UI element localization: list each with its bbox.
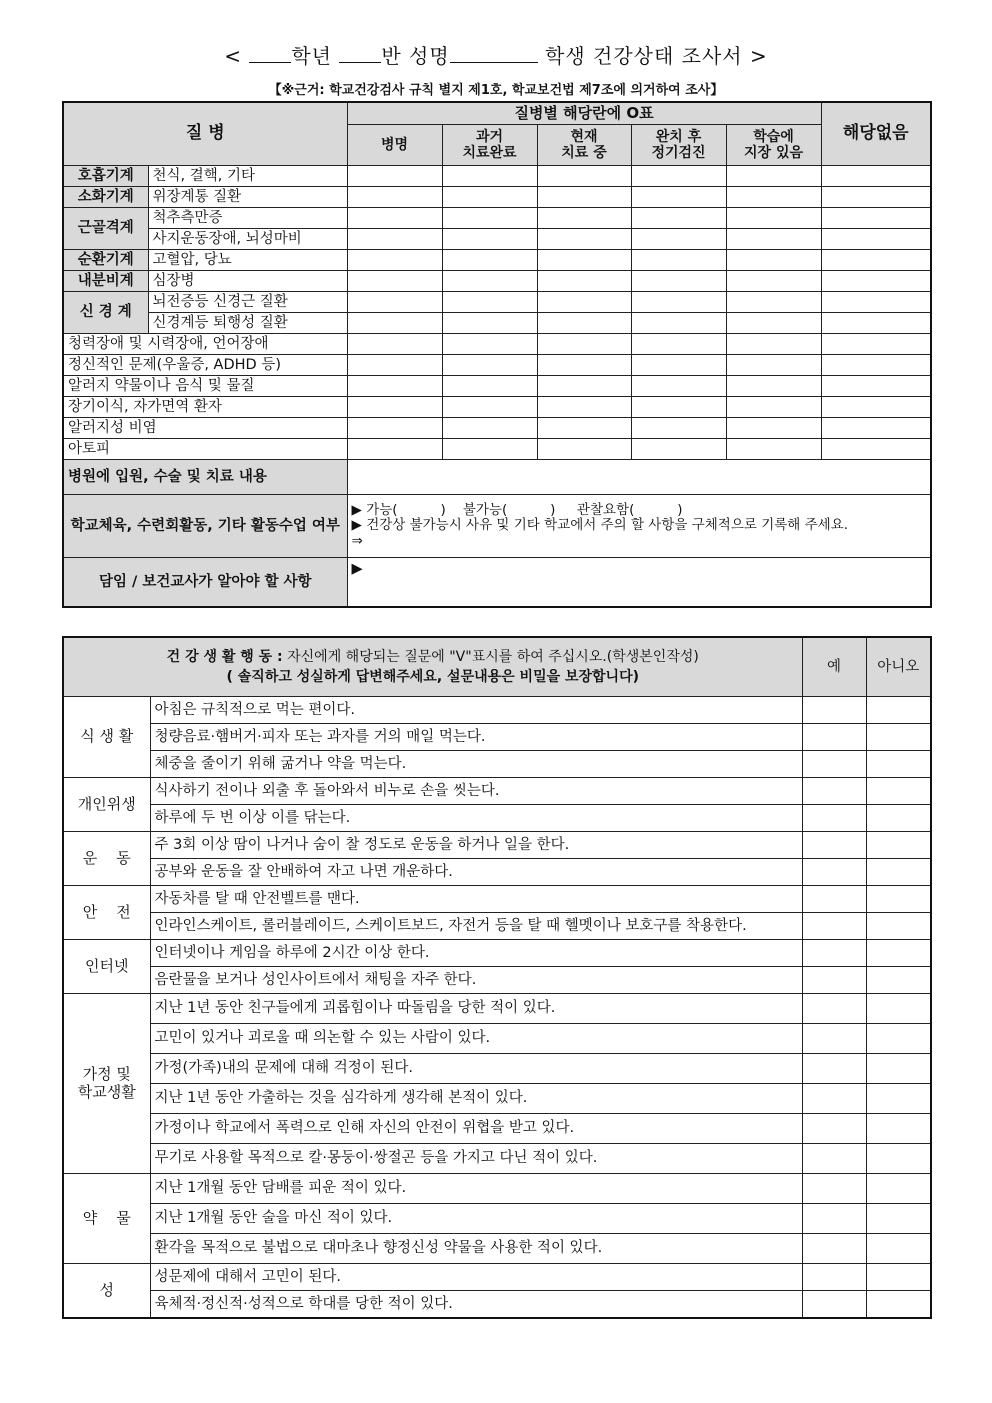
behavior-row <box>63 1024 931 1054</box>
behavior-header-note: ( 솔직하고 성실하게 답변해주세요, 설문내용은 비밀을 보장합니다) <box>226 669 640 685</box>
disease-check-cell[interactable] <box>631 271 726 292</box>
no-check-cell[interactable] <box>866 1204 931 1234</box>
disease-check-cell[interactable] <box>726 376 821 397</box>
disease-check-cell[interactable] <box>537 271 631 292</box>
yes-check-cell[interactable] <box>802 940 866 967</box>
title-text: 학생 건강상태 조사서 <box>545 44 743 68</box>
disease-item: 사지운동장애, 뇌성마비 <box>148 229 347 250</box>
none-check-cell[interactable] <box>821 271 931 292</box>
disease-row <box>63 418 931 439</box>
none-check-cell[interactable] <box>821 334 931 355</box>
disease-item: 위장계통 질환 <box>148 187 347 208</box>
disease-check-cell[interactable] <box>442 355 537 376</box>
behavior-question: 고민이 있거나 괴로울 때 의논할 수 있는 사람이 있다. <box>150 1024 802 1054</box>
behavior-question: 무기로 사용할 목적으로 칼·몽둥이·쌍절곤 등을 가지고 다닌 적이 있다. <box>150 1144 802 1174</box>
pe-instruction: ▶ 건강상 불가능시 사유 및 기타 학교에서 주의 할 사항을 구체적으로 기록해 주세요. <box>351 517 849 534</box>
yes-check-cell[interactable] <box>802 1084 866 1114</box>
none-check-cell[interactable] <box>821 292 931 313</box>
grade-field[interactable] <box>249 44 291 63</box>
behavior-question: 가정(가족)내의 문제에 대해 걱정이 된다. <box>150 1054 802 1084</box>
disease-row <box>63 166 931 187</box>
disease-row <box>63 334 931 355</box>
behavior-header <box>63 637 802 697</box>
disease-check-cell[interactable] <box>442 271 537 292</box>
behavior-row <box>63 1114 931 1144</box>
behavior-question: 지난 1개월 동안 담배를 피운 적이 있다. <box>150 1174 802 1204</box>
disease-check-cell[interactable] <box>347 250 442 271</box>
behavior-row <box>63 1264 931 1291</box>
behavior-row <box>63 751 931 778</box>
disease-check-cell[interactable] <box>347 397 442 418</box>
disease-check-cell[interactable] <box>442 418 537 439</box>
disease-check-cell[interactable] <box>442 397 537 418</box>
no-check-cell[interactable] <box>866 967 931 994</box>
behavior-row <box>63 1054 931 1084</box>
disease-row <box>63 439 931 460</box>
no-check-cell[interactable] <box>866 724 931 751</box>
no-check-cell[interactable] <box>866 832 931 859</box>
disease-check-cell[interactable] <box>726 418 821 439</box>
col-none-header: 해당없음 <box>821 102 931 166</box>
disease-check-cell[interactable] <box>537 292 631 313</box>
behavior-category: 약 물 <box>63 1174 150 1264</box>
none-check-cell[interactable] <box>821 376 931 397</box>
yes-check-cell[interactable] <box>802 1174 866 1204</box>
disease-check-cell[interactable] <box>347 187 442 208</box>
disease-check-cell[interactable] <box>631 250 726 271</box>
disease-check-cell[interactable] <box>537 166 631 187</box>
disease-check-cell[interactable] <box>347 166 442 187</box>
disease-check-cell[interactable] <box>537 439 631 460</box>
disease-category: 내분비계 <box>63 271 148 292</box>
disease-item: 천식, 결핵, 기타 <box>148 166 347 187</box>
disease-item: 척추측만증 <box>148 208 347 229</box>
col-yes-header: 예 <box>802 637 866 697</box>
none-check-cell[interactable] <box>821 313 931 334</box>
disease-item: 알러지 약물이나 음식 및 물질 <box>63 376 347 397</box>
basis-note: 【※근거: 학교건강검사 규칙 별지 제1호, 학교보건법 제7조에 의거하여 조사】 <box>268 83 724 98</box>
disease-check-cell[interactable] <box>442 187 537 208</box>
disease-check-cell[interactable] <box>347 229 442 250</box>
no-check-cell[interactable] <box>866 859 931 886</box>
disease-table <box>62 101 932 608</box>
disease-check-cell[interactable] <box>347 208 442 229</box>
behavior-question: 육체적·정신적·성적으로 학대를 당한 적이 있다. <box>150 1291 802 1319</box>
subcol-header: 학습에 지장 있음 <box>726 125 821 166</box>
behavior-category: 성 <box>63 1264 150 1319</box>
page-title <box>0 40 992 69</box>
disease-check-cell[interactable] <box>537 397 631 418</box>
behavior-question: 하루에 두 번 이상 이를 닦는다. <box>150 805 802 832</box>
class-field[interactable] <box>339 44 381 63</box>
behavior-question: 체중을 줄이기 위해 굶거나 약을 먹는다. <box>150 751 802 778</box>
yes-check-cell[interactable] <box>802 1054 866 1084</box>
none-check-cell[interactable] <box>821 208 931 229</box>
behavior-category: 인터넷 <box>63 940 150 994</box>
behavior-category: 운 동 <box>63 832 150 886</box>
hospital-label: 병원에 입원, 수술 및 치료 내용 <box>63 460 347 495</box>
disease-row <box>63 187 931 208</box>
disease-check-cell[interactable] <box>726 292 821 313</box>
class-label: 반 <box>381 44 402 68</box>
behavior-question: 인터넷이나 게임을 하루에 2시간 이상 한다. <box>150 940 802 967</box>
yes-check-cell[interactable] <box>802 859 866 886</box>
behavior-category: 가정 및 학교생활 <box>63 994 150 1174</box>
disease-check-cell[interactable] <box>537 250 631 271</box>
no-check-cell[interactable] <box>866 1084 931 1114</box>
subcol-header: 과거 치료완료 <box>442 125 537 166</box>
no-check-cell[interactable] <box>866 994 931 1024</box>
disease-check-cell[interactable] <box>537 355 631 376</box>
disease-check-cell[interactable] <box>726 313 821 334</box>
yes-check-cell[interactable] <box>802 697 866 724</box>
no-check-cell[interactable] <box>866 1144 931 1174</box>
disease-item: 청력장애 및 시력장애, 언어장애 <box>63 334 347 355</box>
disease-check-cell[interactable] <box>726 355 821 376</box>
disease-row <box>63 250 931 271</box>
disease-check-cell[interactable] <box>537 187 631 208</box>
yes-check-cell[interactable] <box>802 1234 866 1264</box>
disease-item: 장기이식, 자가면역 환자 <box>63 397 347 418</box>
disease-check-cell[interactable] <box>442 376 537 397</box>
disease-item: 뇌전증등 신경근 질환 <box>148 292 347 313</box>
behavior-header-title: 건 강 생 활 행 동 : <box>166 648 283 665</box>
yes-check-cell[interactable] <box>802 913 866 940</box>
disease-check-cell[interactable] <box>442 292 537 313</box>
disease-item: 아토피 <box>63 439 347 460</box>
yes-check-cell[interactable] <box>802 994 866 1024</box>
disease-check-cell[interactable] <box>726 271 821 292</box>
pe-arrow: ⇒ <box>351 532 363 549</box>
disease-check-cell[interactable] <box>347 271 442 292</box>
yes-check-cell[interactable] <box>802 1114 866 1144</box>
subcol-header: 완치 후 정기검진 <box>631 125 726 166</box>
disease-check-cell[interactable] <box>442 313 537 334</box>
no-check-cell[interactable] <box>866 886 931 913</box>
disease-row <box>63 355 931 376</box>
behavior-row <box>63 1144 931 1174</box>
disease-item: 정신적인 문제(우울증, ADHD 등) <box>63 355 347 376</box>
behavior-question: 환각을 목적으로 불법으로 대마초나 향정신성 약물을 사용한 적이 있다. <box>150 1234 802 1264</box>
behavior-question: 자동차를 탈 때 안전벨트를 맨다. <box>150 886 802 913</box>
hospital-field[interactable] <box>347 460 931 495</box>
yes-check-cell[interactable] <box>802 832 866 859</box>
pe-options[interactable]: ▶ 가능( ) 불가능( ) 관찰요함( ) <box>351 501 683 518</box>
no-check-cell[interactable] <box>866 778 931 805</box>
disease-check-cell[interactable] <box>631 313 726 334</box>
disease-check-cell[interactable] <box>442 229 537 250</box>
behavior-question: 성문제에 대해서 고민이 된다. <box>150 1264 802 1291</box>
behavior-row <box>63 859 931 886</box>
yes-check-cell[interactable] <box>802 724 866 751</box>
behavior-row <box>63 913 931 940</box>
behavior-row <box>63 1291 931 1319</box>
behavior-question: 지난 1년 동안 친구들에게 괴롭힘이나 따돌림을 당한 적이 있다. <box>150 994 802 1024</box>
yes-check-cell[interactable] <box>802 805 866 832</box>
behavior-question: 인라인스케이트, 롤러블레이드, 스케이트보드, 자전거 등을 탈 때 헬멧이나 보호구를 착용한다. <box>150 913 802 940</box>
no-check-cell[interactable] <box>866 1234 931 1264</box>
disease-check-cell[interactable] <box>726 250 821 271</box>
yes-check-cell[interactable] <box>802 1204 866 1234</box>
behavior-row <box>63 805 931 832</box>
teacher-field[interactable] <box>347 558 931 608</box>
disease-check-cell[interactable] <box>726 334 821 355</box>
behavior-row <box>63 967 931 994</box>
behavior-question: 청량음료·햄버거·피자 또는 과자를 거의 매일 먹는다. <box>150 724 802 751</box>
behavior-question: 지난 1개월 동안 술을 마신 적이 있다. <box>150 1204 802 1234</box>
no-check-cell[interactable] <box>866 913 931 940</box>
behavior-question: 주 3회 이상 땀이 나거나 숨이 찰 정도로 운동을 하거나 일을 한다. <box>150 832 802 859</box>
disease-check-cell[interactable] <box>726 166 821 187</box>
behavior-row <box>63 994 931 1024</box>
disease-category: 순환기계 <box>63 250 148 271</box>
disease-row <box>63 229 931 250</box>
pe-label: 학교체육, 수련회활동, 기타 활동수업 여부 <box>63 495 347 558</box>
disease-check-cell[interactable] <box>347 334 442 355</box>
disease-check-cell[interactable] <box>726 187 821 208</box>
behavior-table <box>62 636 932 1319</box>
disease-check-cell[interactable] <box>347 376 442 397</box>
disease-check-cell[interactable] <box>631 397 726 418</box>
subcol-header: 병명 <box>347 125 442 166</box>
disease-check-cell[interactable] <box>537 208 631 229</box>
disease-check-cell[interactable] <box>631 229 726 250</box>
grade-label: 학년 <box>291 44 332 68</box>
no-check-cell[interactable] <box>866 697 931 724</box>
yes-check-cell[interactable] <box>802 1264 866 1291</box>
none-check-cell[interactable] <box>821 250 931 271</box>
no-check-cell[interactable] <box>866 1264 931 1291</box>
col-no-header: 아니오 <box>866 637 931 697</box>
col-group-header: 질병별 해당란에 O표 <box>347 102 821 125</box>
disease-check-cell[interactable] <box>347 418 442 439</box>
disease-check-cell[interactable] <box>726 208 821 229</box>
disease-check-cell[interactable] <box>537 334 631 355</box>
behavior-question: 식사하기 전이나 외출 후 돌아와서 비누로 손을 씻는다. <box>150 778 802 805</box>
pe-field[interactable] <box>347 495 931 558</box>
disease-row <box>63 271 931 292</box>
behavior-question: 가정이나 학교에서 폭력으로 인해 자신의 안전이 위협을 받고 있다. <box>150 1114 802 1144</box>
disease-check-cell[interactable] <box>631 376 726 397</box>
none-check-cell[interactable] <box>821 229 931 250</box>
behavior-row <box>63 778 931 805</box>
disease-check-cell[interactable] <box>631 292 726 313</box>
disease-item: 고혈압, 당뇨 <box>148 250 347 271</box>
name-field[interactable] <box>450 44 538 63</box>
disease-check-cell[interactable] <box>631 418 726 439</box>
behavior-row <box>63 832 931 859</box>
no-check-cell[interactable] <box>866 1114 931 1144</box>
teacher-label: 담임 / 보건교사가 알아야 할 사항 <box>63 558 347 608</box>
yes-check-cell[interactable] <box>802 886 866 913</box>
behavior-question: 음란물을 보거나 성인사이트에서 채팅을 자주 한다. <box>150 967 802 994</box>
disease-row <box>63 397 931 418</box>
disease-check-cell[interactable] <box>631 166 726 187</box>
disease-item: 알러지성 비염 <box>63 418 347 439</box>
behavior-question: 지난 1년 동안 가출하는 것을 심각하게 생각해 본적이 있다. <box>150 1084 802 1114</box>
title-open: < <box>224 44 242 68</box>
disease-row <box>63 208 931 229</box>
col-disease-header: 질 병 <box>63 102 347 166</box>
disease-check-cell[interactable] <box>631 355 726 376</box>
none-check-cell[interactable] <box>821 397 931 418</box>
disease-check-cell[interactable] <box>537 313 631 334</box>
disease-check-cell[interactable] <box>726 397 821 418</box>
behavior-category: 안 전 <box>63 886 150 940</box>
disease-row <box>63 313 931 334</box>
yes-check-cell[interactable] <box>802 1144 866 1174</box>
none-check-cell[interactable] <box>821 355 931 376</box>
subcol-header: 현재 치료 중 <box>537 125 631 166</box>
yes-check-cell[interactable] <box>802 1291 866 1319</box>
none-check-cell[interactable] <box>821 439 931 460</box>
disease-check-cell[interactable] <box>442 334 537 355</box>
no-check-cell[interactable] <box>866 1174 931 1204</box>
name-label: 성명 <box>409 44 450 68</box>
yes-check-cell[interactable] <box>802 1024 866 1054</box>
none-check-cell[interactable] <box>821 418 931 439</box>
behavior-header-text: 자신에게 해당되는 질문에 "V"표시를 하여 주십시오.(학생본인작성) <box>287 648 699 665</box>
disease-check-cell[interactable] <box>537 376 631 397</box>
disease-category: 호흡기계 <box>63 166 148 187</box>
no-check-cell[interactable] <box>866 1054 931 1084</box>
disease-category: 소화기계 <box>63 187 148 208</box>
disease-check-cell[interactable] <box>347 355 442 376</box>
yes-check-cell[interactable] <box>802 751 866 778</box>
behavior-category: 식 생 활 <box>63 697 150 778</box>
disease-check-cell[interactable] <box>347 313 442 334</box>
disease-check-cell[interactable] <box>442 250 537 271</box>
disease-check-cell[interactable] <box>726 229 821 250</box>
disease-check-cell[interactable] <box>442 439 537 460</box>
behavior-question: 공부와 운동을 잘 안배하여 자고 나면 개운하다. <box>150 859 802 886</box>
behavior-row <box>63 940 931 967</box>
disease-check-cell[interactable] <box>631 187 726 208</box>
disease-item: 신경계등 퇴행성 질환 <box>148 313 347 334</box>
disease-check-cell[interactable] <box>631 334 726 355</box>
behavior-row <box>63 724 931 751</box>
behavior-row <box>63 697 931 724</box>
no-check-cell[interactable] <box>866 940 931 967</box>
teacher-arrow: ▶ <box>351 561 363 577</box>
disease-row <box>63 376 931 397</box>
none-check-cell[interactable] <box>821 166 931 187</box>
title-close: > <box>750 44 768 68</box>
disease-check-cell[interactable] <box>442 166 537 187</box>
no-check-cell[interactable] <box>866 805 931 832</box>
behavior-row <box>63 1204 931 1234</box>
disease-check-cell[interactable] <box>347 292 442 313</box>
disease-check-cell[interactable] <box>631 208 726 229</box>
disease-check-cell[interactable] <box>631 439 726 460</box>
none-check-cell[interactable] <box>821 187 931 208</box>
disease-check-cell[interactable] <box>537 418 631 439</box>
no-check-cell[interactable] <box>866 1291 931 1319</box>
behavior-row <box>63 1234 931 1264</box>
disease-row <box>63 292 931 313</box>
behavior-row <box>63 1084 931 1114</box>
behavior-row <box>63 1174 931 1204</box>
disease-category: 근골격계 <box>63 208 148 250</box>
behavior-question: 아침은 규칙적으로 먹는 편이다. <box>150 697 802 724</box>
no-check-cell[interactable] <box>866 1024 931 1054</box>
disease-category: 신 경 계 <box>63 292 148 334</box>
behavior-row <box>63 886 931 913</box>
disease-check-cell[interactable] <box>537 229 631 250</box>
yes-check-cell[interactable] <box>802 967 866 994</box>
disease-item: 심장병 <box>148 271 347 292</box>
no-check-cell[interactable] <box>866 751 931 778</box>
yes-check-cell[interactable] <box>802 778 866 805</box>
disease-check-cell[interactable] <box>442 208 537 229</box>
behavior-category: 개인위생 <box>63 778 150 832</box>
disease-check-cell[interactable] <box>347 439 442 460</box>
disease-check-cell[interactable] <box>726 439 821 460</box>
